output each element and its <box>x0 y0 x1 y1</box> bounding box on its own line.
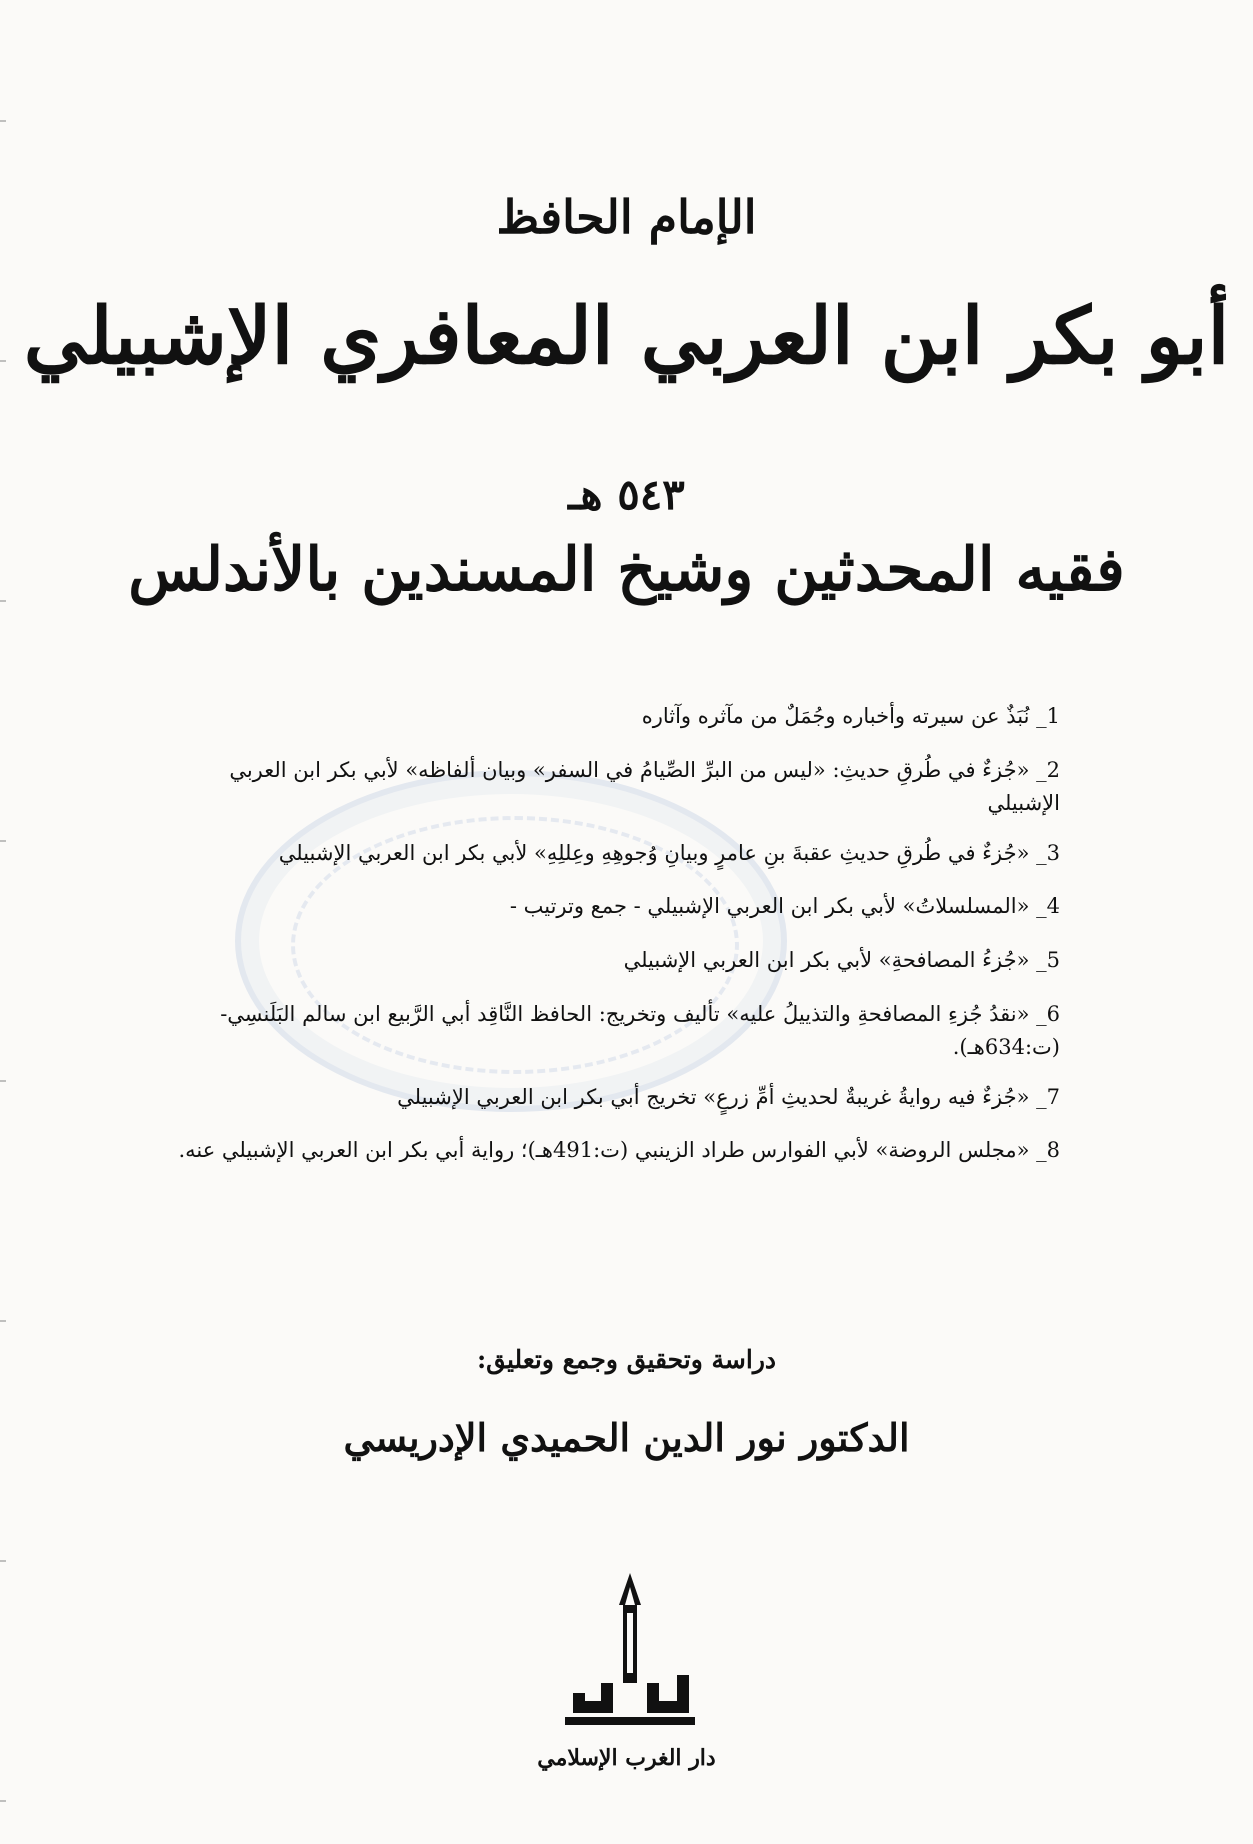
list-item: 5_ «جُزءُ المصافحةِ» لأبي بكر ابن العربي الإشبيلي <box>623 947 1060 972</box>
list-item: 4_ «المسلسلاتُ» لأبي بكر ابن العربي الإشبيلي - جمع وترتيب - <box>509 894 1060 919</box>
scan-edge-marks <box>0 0 6 1844</box>
list-item: 6_ «نقدُ جُزءِ المصافحةِ والتذييلُ عليه» تأليف وتخريج: الحافظ النَّاقِد أبي الرَّبيع ابن سالم البَلَنسِي- (ت:634هـ). <box>220 1001 1060 1060</box>
author-epithet: فقيه المحدثين وشيخ المسندين بالأندلس <box>128 535 1125 605</box>
publisher-name: دار الغرب الإسلامي <box>537 1745 716 1771</box>
death-year: ٥٤٣ هـ <box>568 470 685 519</box>
author-name-title: أبو بكر ابن العربي المعافري الإشبيلي <box>23 291 1230 382</box>
list-item: 1_ نُبَذٌ عن سيرته وأخباره وجُمَلٌ من مآثره وآثاره <box>641 704 1060 728</box>
publisher-logo-icon <box>555 1565 705 1745</box>
contents-list <box>160 700 1060 1188</box>
publisher-logo <box>555 1565 705 1765</box>
list-item: 3_ «جُزءٌ في طُرقِ حديثِ عقبةَ بنِ عامرٍ وبيانِ وُجوهِهِ وعِللِهِ» لأبي بكر ابن العربي الإشبيلي <box>278 840 1060 865</box>
editor-name: الدكتور نور الدين الحميدي الإدريسي <box>343 1415 910 1460</box>
list-item: 2_ «جُزءٌ في طُرقِ حديثِ: «ليس من البرِّ الصِّيامُ في السفر» وبيان ألفاظه» لأبي بكر ابن العربي الإشبيلي <box>229 757 1060 816</box>
list-item: 7_ «جُزءٌ فيه روايةُ غريبةٌ لحديثِ أمِّ زرعٍ» تخريج أبي بكر ابن العربي الإشبيلي <box>397 1084 1060 1109</box>
credits-label: دراسة وتحقيق وجمع وتعليق: <box>476 1345 777 1374</box>
list-item: 8_ «مجلس الروضة» لأبي الفوارس طراد الزينبي (ت:491هـ)؛ رواية أبي بكر ابن العربي الإشبيلي عنه. <box>178 1138 1060 1163</box>
honorific-subtitle: الإمام الحافظ <box>496 190 757 244</box>
